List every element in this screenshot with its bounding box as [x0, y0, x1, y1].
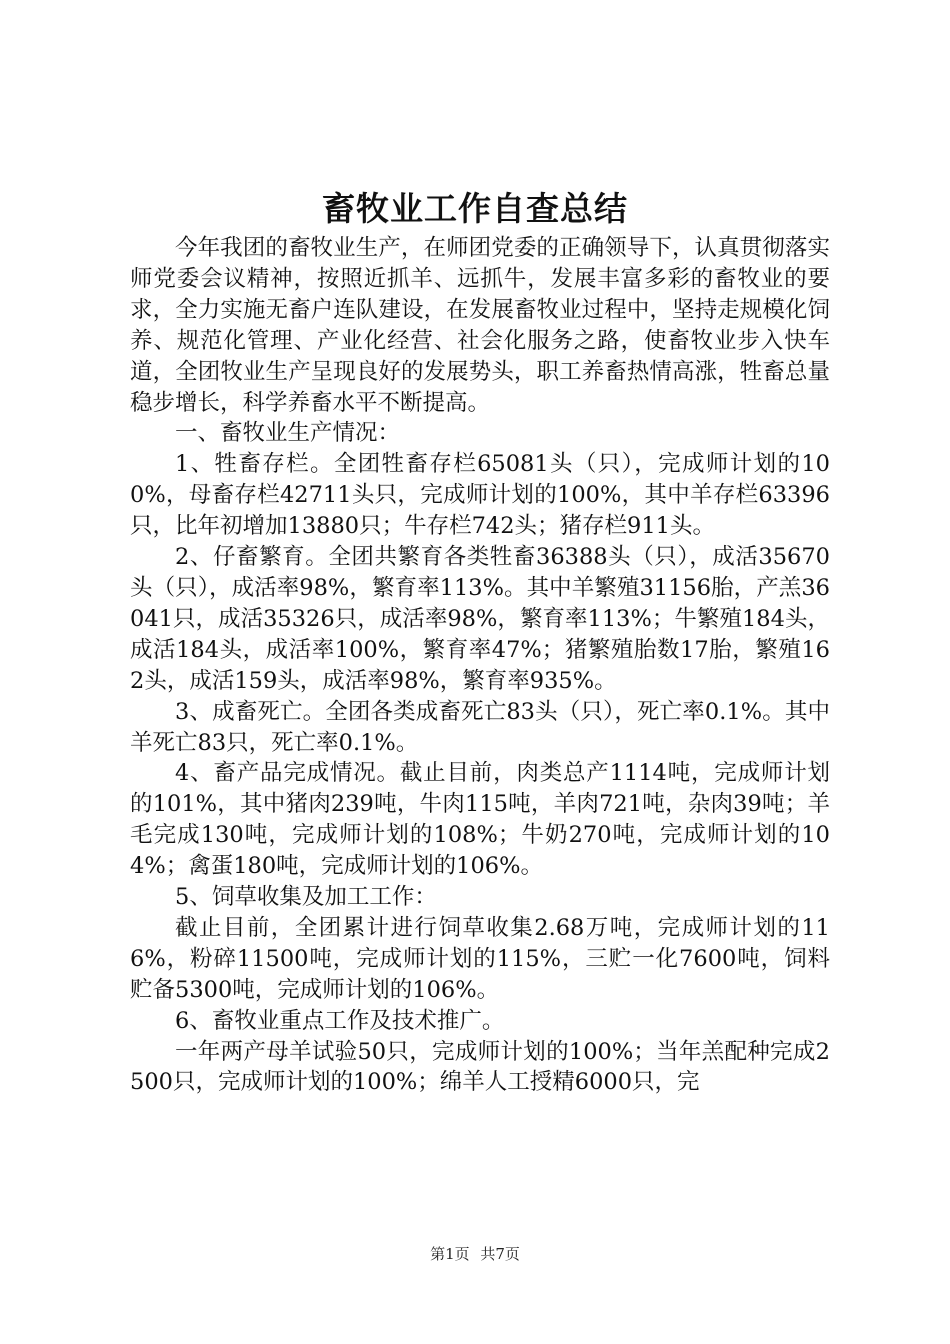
page-number-total: 共7页 [480, 1245, 520, 1263]
page-footer [0, 1244, 950, 1264]
paragraph-forage: 截止目前，全团累计进行饲草收集2.68万吨，完成师计划的116%，粉碎11500吨，完成师计划的115%，三贮一化7600吨，饲料贮备5300吨，完成师计划的106%。 [130, 914, 830, 1003]
section-heading-production: 一、畜牧业生产情况： [175, 420, 401, 447]
page-number-current: 第1页 [430, 1245, 470, 1263]
paragraph-products: 4、畜产品完成情况。截止目前，肉类总产1114吨，完成师计划的101%，其中猪肉239吨，牛肉115吨，羊肉721吨，杂肉39吨；羊毛完成130吨，完成师计划的108%；牛奶270吨，完成师计划的104%；禽蛋180吨，完成师计划的106%。 [130, 760, 830, 880]
document-body [130, 233, 830, 1098]
subheading-forage: 5、饲草收集及加工工作： [175, 884, 437, 911]
subheading-key-work: 6、畜牧业重点工作及技术推广。 [175, 1007, 505, 1034]
paragraph-mortality: 3、成畜死亡。全团各类成畜死亡83头（只），死亡率0.1%。其中羊死亡83只，死亡率0.1%。 [130, 698, 830, 756]
paragraph-intro: 今年我团的畜牧业生产，在师团党委的正确领导下，认真贯彻落实师党委会议精神，按照近抓羊、远抓牛，发展丰富多彩的畜牧业的要求，全力实施无畜户连队建设，在发展畜牧业过程中，坚持走规模化饲养、规范化管理、产业化经营、社会化服务之路，使畜牧业步入快车道，全团牧业生产呈现良好的发展势头，职工养畜热情高涨，牲畜总量稳步增长，科学养畜水平不断提高。 [130, 235, 830, 416]
document-title: 畜牧业工作自查总结 [322, 189, 628, 228]
paragraph-breeding: 2、仔畜繁育。全团共繁育各类牲畜36388头（只），成活35670头（只），成活率98%，繁育率113%。其中羊繁殖31156胎，产羔36041只，成活35326只，成活率98%，繁育率113%；牛繁殖184头，成活184头，成活率100%，繁育率47%；猪繁殖胎数17胎，繁殖162头，成活159头，成活率98%，繁育率935%。 [130, 544, 830, 694]
paragraph-livestock-stock: 1、牲畜存栏。全团牲畜存栏65081头（只），完成师计划的100%，母畜存栏42711头只，完成师计划的100%，其中羊存栏63396只，比年初增加13880只；牛存栏742头；猪存栏911头。 [130, 451, 830, 540]
paragraph-key-work: 一年两产母羊试验50只，完成师计划的100%；当年羔配种完成2500只，完成师计划的100%；绵羊人工授精6000只，完 [130, 1038, 830, 1096]
